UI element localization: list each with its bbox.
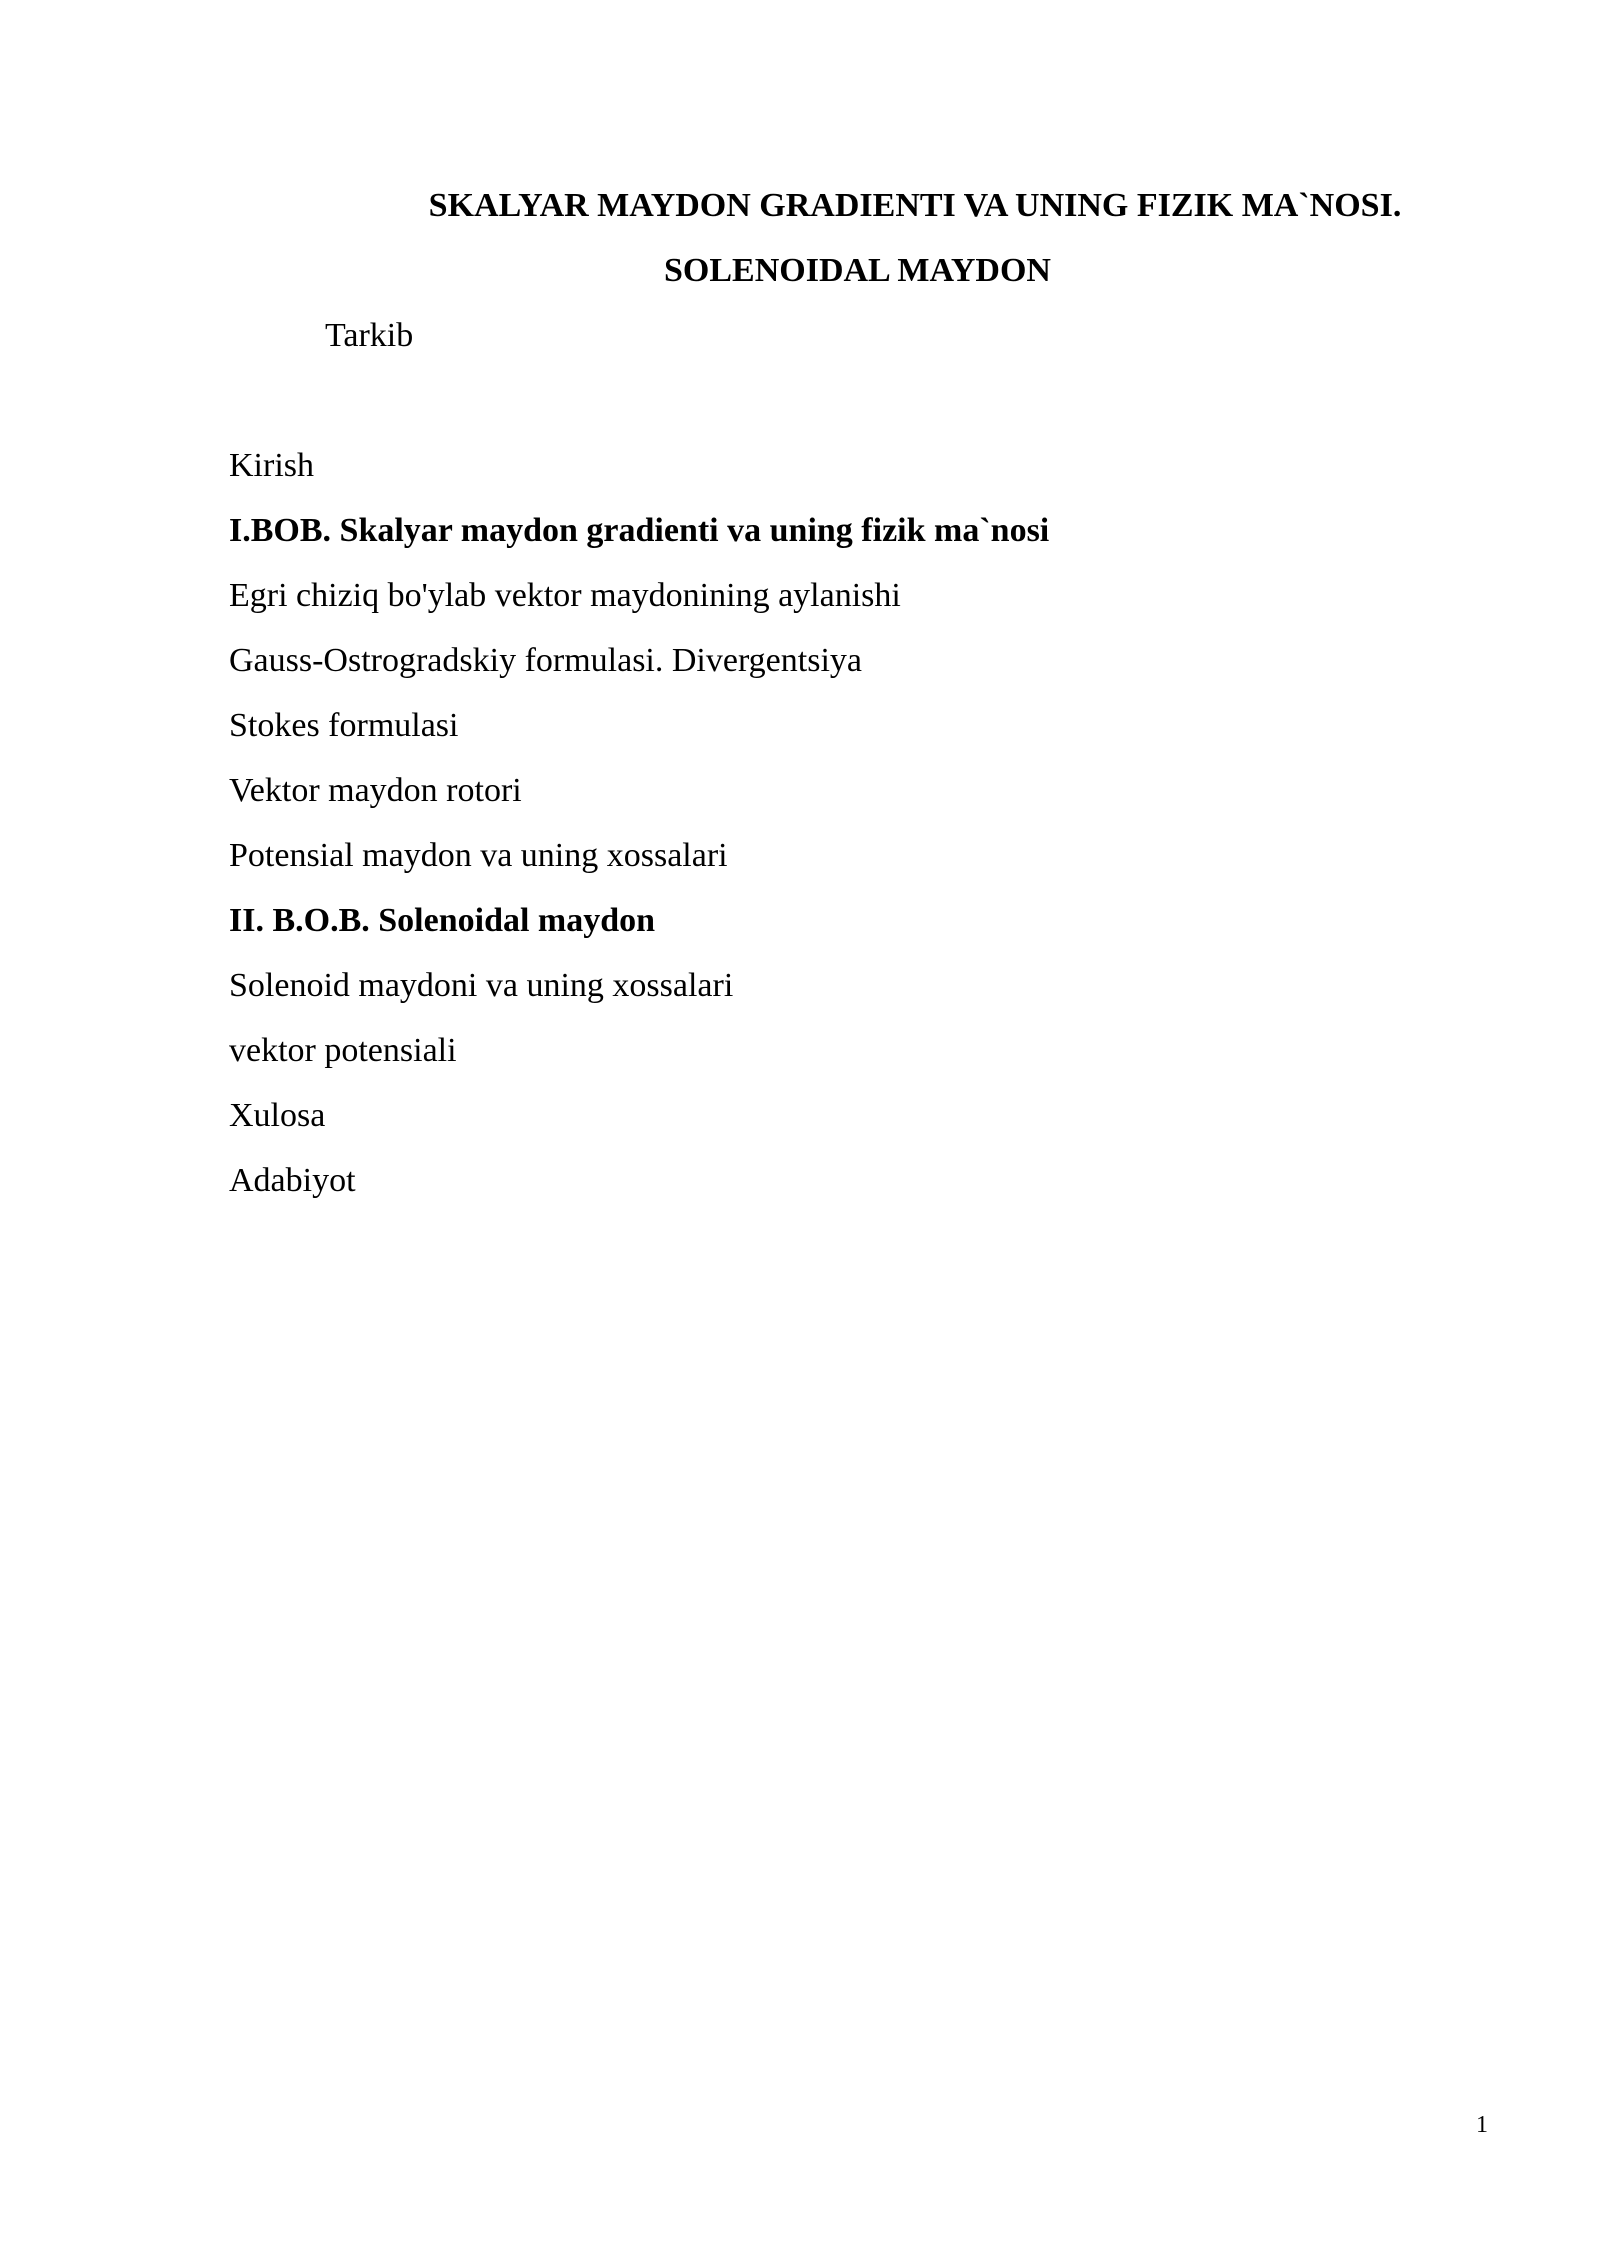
toc-item: Adabiyot xyxy=(229,1162,356,1199)
toc-chapter-heading: I.BOB. Skalyar maydon gradienti va uning fizik ma`nosi xyxy=(229,512,1050,549)
toc-item: Xulosa xyxy=(229,1097,326,1134)
toc-item: Vektor maydon rotori xyxy=(229,772,522,809)
document-title-line-1: SKALYAR MAYDON GRADIENTI VA UNING FIZIK MA`NOSI. xyxy=(428,187,1402,224)
contents-heading: Tarkib xyxy=(325,317,414,354)
document-title-line-2: SOLENOIDAL MAYDON xyxy=(664,252,1051,289)
toc-item: Potensial maydon va uning xossalari xyxy=(229,837,728,874)
page-number: 1 xyxy=(1476,2112,1488,2138)
toc-item: Stokes formulasi xyxy=(229,707,459,744)
toc-item: Gauss-Ostrogradskiy formulasi. Divergentsiya xyxy=(229,642,862,679)
toc-chapter-heading: II. B.O.B. Solenoidal maydon xyxy=(229,902,656,939)
toc-item: Egri chiziq bo'ylab vektor maydonining aylanishi xyxy=(229,577,901,614)
toc-item: Solenoid maydoni va uning xossalari xyxy=(229,967,734,1004)
toc-item: vektor potensiali xyxy=(229,1032,457,1069)
toc-item: Kirish xyxy=(229,447,314,484)
table-of-contents xyxy=(229,446,1049,1226)
